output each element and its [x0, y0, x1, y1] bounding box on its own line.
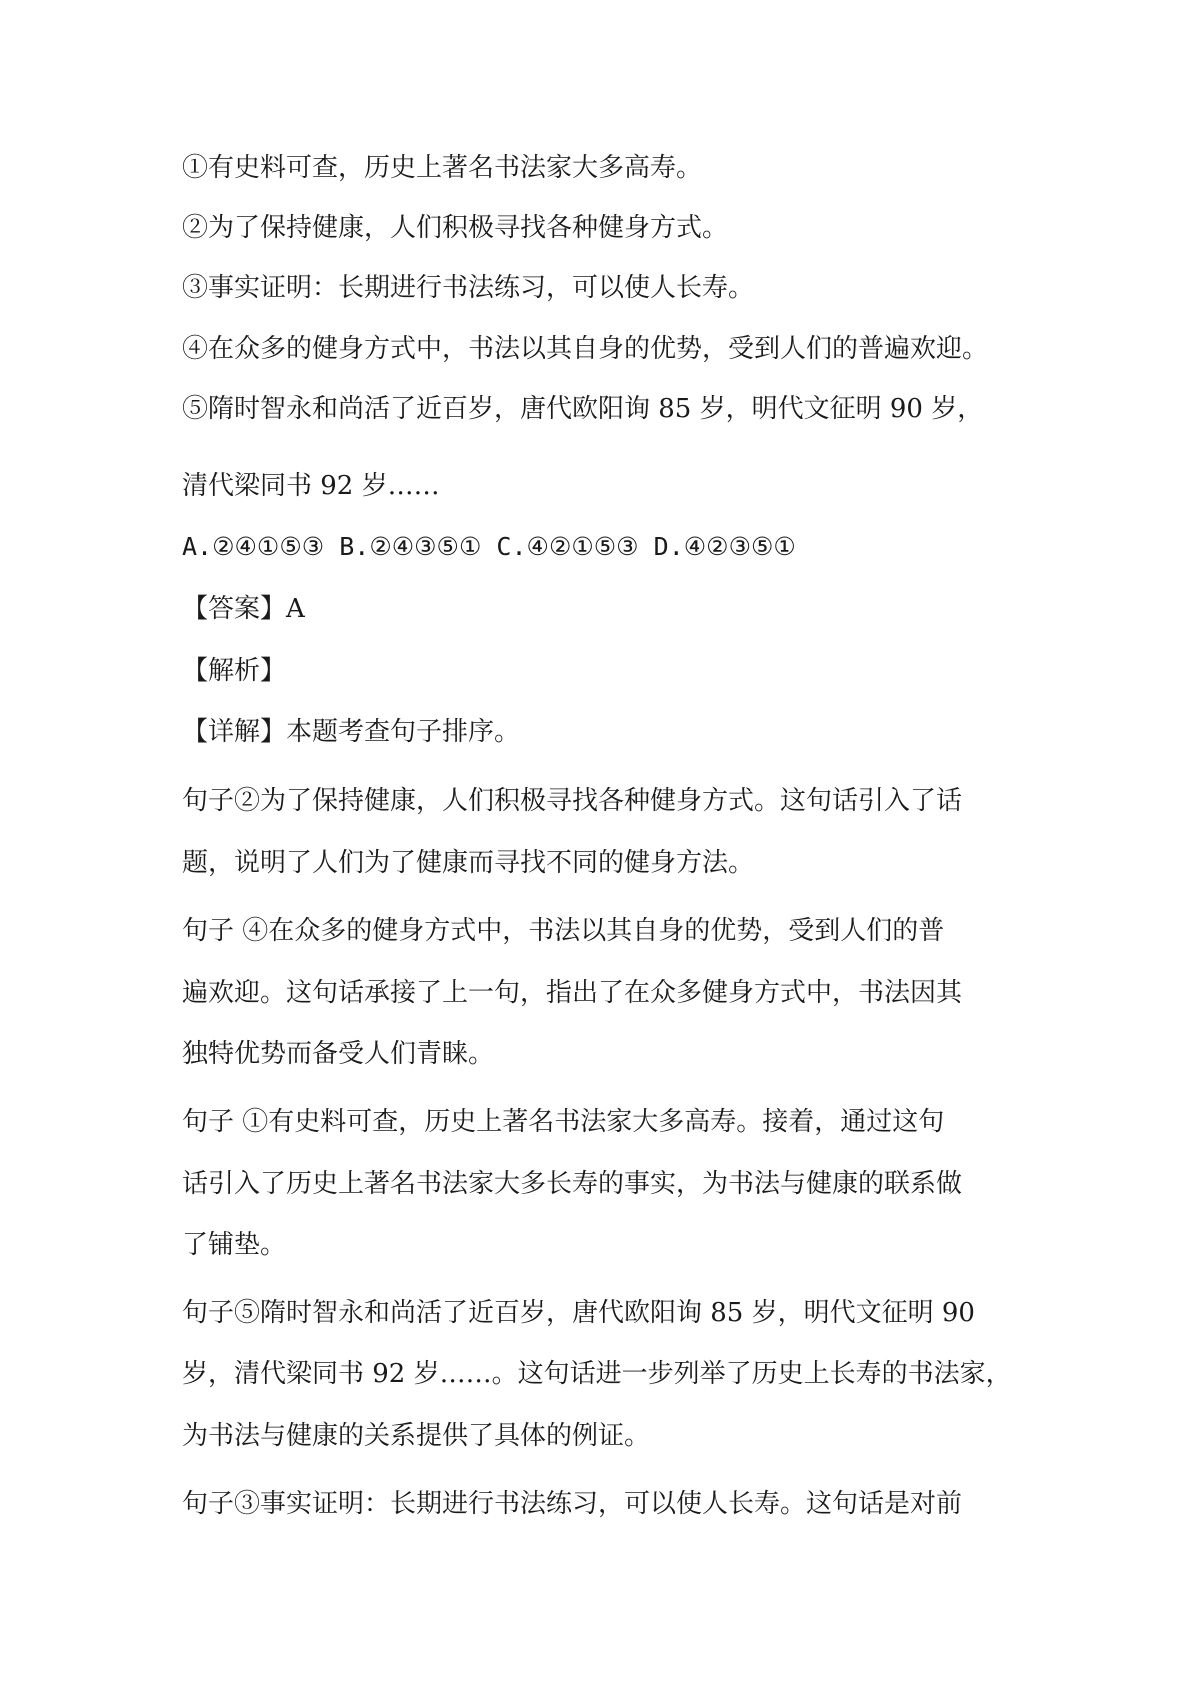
- sentence-2: ②为了保持健康，人们积极寻找各种健身方式。: [182, 213, 729, 243]
- explanation-p2-line-1: 句子 ④在众多的健身方式中，书法以其自身的优势，受到人们的普: [182, 916, 945, 946]
- explanation-p3-line-3: 了铺垫。: [182, 1230, 287, 1260]
- explanation-p1-line-1: 句子②为了保持健康，人们积极寻找各种健身方式。这句话引入了话: [182, 786, 963, 816]
- answer-line: 【答案】A: [182, 594, 305, 624]
- explanation-p4-line-3: 为书法与健康的关系提供了具体的例证。: [182, 1421, 651, 1451]
- explanation-p3-line-2: 话引入了历史上著名书法家大多长寿的事实，为书法与健康的联系做: [182, 1169, 963, 1199]
- explanation-p2-line-3: 独特优势而备受人们青睐。: [182, 1039, 495, 1069]
- sentence-1: ①有史料可查，历史上著名书法家大多高寿。: [182, 153, 703, 183]
- analysis-label: 【解析】: [182, 656, 287, 686]
- explanation-p2-line-2: 遍欢迎。这句话承接了上一句，指出了在众多健身方式中，书法因其: [182, 978, 963, 1008]
- explanation-p4-line-1: 句子⑤隋时智永和尚活了近百岁，唐代欧阳询 85 岁，明代文征明 90: [182, 1298, 975, 1328]
- answer-options: A.②④①⑤③ B.②④③⑤① C.④②①⑤③ D.④②③⑤①: [182, 532, 796, 561]
- explanation-p3-line-1: 句子 ①有史料可查，历史上著名书法家大多高寿。接着，通过这句: [182, 1107, 945, 1137]
- explanation-p4-line-2: 岁，清代梁同书 92 岁……。这句话进一步列举了历史上长寿的书法家，: [182, 1359, 1012, 1389]
- sentence-5-line-2: 清代梁同书 92 岁……: [182, 471, 440, 501]
- explanation-p1-line-2: 题，说明了人们为了健康而寻找不同的健身方法。: [182, 848, 755, 878]
- sentence-5-line-1: ⑤隋时智永和尚活了近百岁，唐代欧阳询 85 岁，明代文征明 90 岁，: [182, 394, 984, 424]
- sentence-3: ③事实证明：长期进行书法练习，可以使人长寿。: [182, 273, 755, 303]
- sentence-4: ④在众多的健身方式中，书法以其自身的优势，受到人们的普遍欢迎。: [182, 334, 989, 364]
- explanation-p5-line-1: 句子③事实证明：长期进行书法练习，可以使人长寿。这句话是对前: [182, 1489, 963, 1519]
- detail-line: 【详解】本题考查句子排序。: [182, 717, 521, 747]
